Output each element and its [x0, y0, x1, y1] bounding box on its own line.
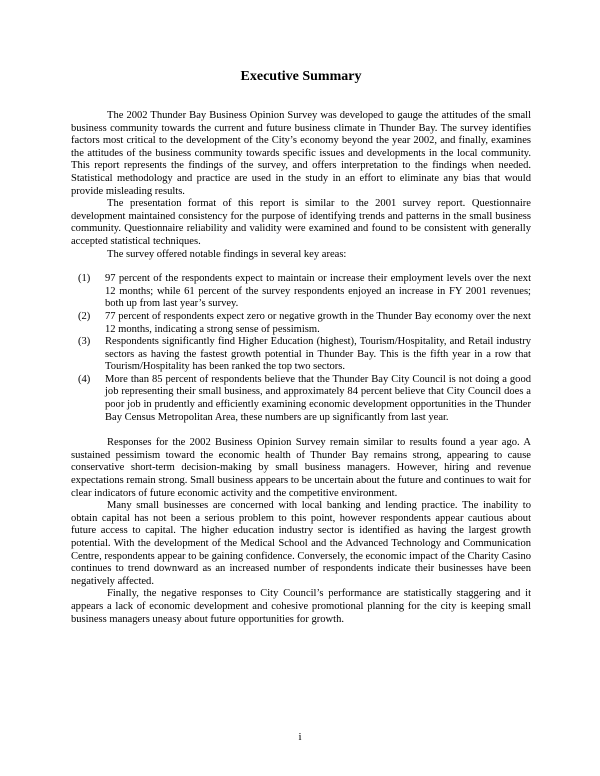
document-body: [71, 110, 531, 626]
finding-number: (4): [78, 373, 91, 385]
findings-list: [71, 273, 531, 424]
finding-number: (2): [78, 310, 91, 322]
finding-number: (3): [78, 336, 91, 348]
closing-paragraph: Many small businesses are concerned with local banking and lending practice. The inability to obtain capital has not been a serious problem to this point, however respondents appear cautious about future access to capital. The higher education industry sector is identified as having the largest growth potential. With the development of the Medical School and the Advanced Technology and Communication Centre, respondents appear to be gaining confidence. Conversely, the economic impact of the Charity Casino continues to trend downward as an increased number of respondents indicate their businesses have been negatively affected.: [71, 500, 532, 587]
page-number: i: [298, 731, 302, 743]
intro-paragraph: The presentation format of this report is similar to the 2001 survey report. Questionnaire development maintained consistency for the purpose of identifying trends and patterns in the small business community. Questionnaire reliability and validity were examined and found to be consistent with generally accepted statistical techniques.: [71, 198, 531, 247]
finding-item: [71, 273, 531, 311]
finding-item: [71, 374, 531, 424]
page-title: Executive Summary: [240, 69, 362, 84]
finding-text: More than 85 percent of respondents believe that the Thunder Bay City Council is not doing a good job representing their small business, and approximately 84 percent believe that City Council does a poor job in prudently and efficiently examining economic development opportunities in the Thunder Bay Census Metropolitan Area, these numbers are up significantly from last year.: [105, 373, 531, 423]
finding-text: 97 percent of the respondents expect to maintain or increase their employment levels over the next 12 months; while 61 percent of the survey respondents enjoyed an increase in FY 2001 revenues; both up from last year’s survey.: [105, 273, 531, 310]
finding-item: [71, 311, 531, 336]
finding-text: 77 percent of respondents expect zero or negative growth in the Thunder Bay economy over the next 12 months, indicating a strong sense of pessimism.: [105, 310, 531, 335]
finding-item: [71, 336, 531, 374]
finding-number: (1): [78, 273, 91, 285]
closing-paragraph: Responses for the 2002 Business Opinion Survey remain similar to results found a year ago. A sustained pessimism toward the economic health of Thunder Bay remains strong, appearing to cause conservative short-term decision-making by small business managers. However, hiring and revenue expectations remain strong. Small business appears to be uncertain about the future and continues to wait for clear indicators of future economic activity and the competitive environment.: [71, 437, 531, 499]
finding-text: Respondents significantly find Higher Education (highest), Tourism/Hospitality, and Retail industry sectors as having the fastest growth potential in Thunder Bay. This is the fifth year in a row that Tourism/Hospitality has been ranked the top two sectors.: [105, 336, 531, 373]
intro-paragraph: The survey offered notable findings in several key areas:: [107, 248, 347, 260]
intro-paragraph: The 2002 Thunder Bay Business Opinion Survey was developed to gauge the attitudes of the small business community towards the current and future business climate in Thunder Bay. The survey identifies factors most critical to the development of the City’s economy beyond the year 2002, and finally, examines the attitudes of the business community towards specific issues and developments in the local community. This report represents the findings of the survey, and offers interpretation to the findings when needed. Statistical methodology and practice are used in the study in an effort to eliminate any bias that would provide misleading results.: [71, 110, 531, 197]
closing-paragraph: Finally, the negative responses to City Council’s performance are statistically staggering and it appears a lack of economic development and cohesive promotional planning for the city is keeping small business managers uneasy about future opportunities for growth.: [71, 588, 531, 625]
section-spacer: [71, 424, 531, 437]
